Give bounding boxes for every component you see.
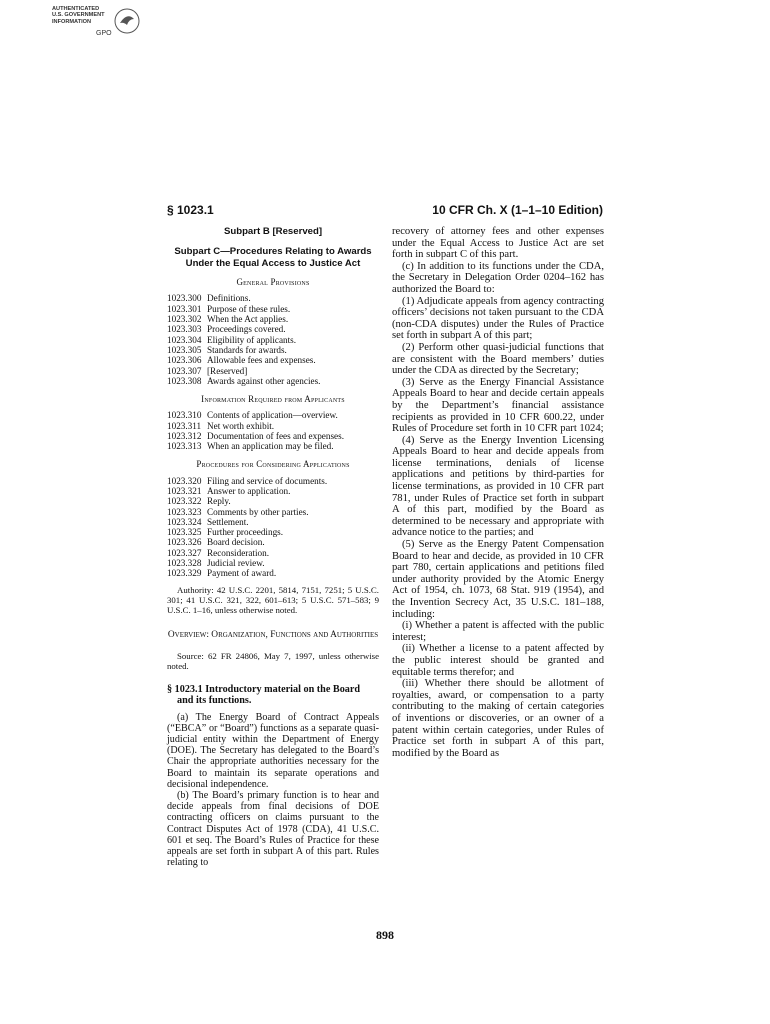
header-section: § 1023.1 xyxy=(167,203,214,217)
toc-row xyxy=(167,507,379,517)
toc-row xyxy=(167,476,379,486)
toc-title: Reconsideration. xyxy=(207,547,269,558)
toc-num: 1023.307 xyxy=(167,365,202,376)
gpo-authentication-logo xyxy=(52,6,144,46)
paragraph: (5) Serve as the Energy Patent Compensation Board to hear and decide, as provided in 10 CFR part 780, certain applications and petitions filed under authority provided by the Atomic Energy Act of 1954, ch. 1073, 68 Stat. 919 (1954), and the Invention Secrecy Act, 35 U.S.C. 181–188, including: xyxy=(392,539,604,620)
toc-title: Purpose of these rules. xyxy=(207,303,291,314)
seal-line-2: U.S. GOVERNMENT xyxy=(52,12,105,19)
paragraph: (i) Whether a patent is affected with the public interest; xyxy=(392,620,604,643)
paragraph: (c) In addition to its functions under the CDA, the Secretary in Delegation Order 0204–162 has authorized the Board to: xyxy=(392,260,604,295)
procedures-list xyxy=(167,476,379,579)
paragraph-b: (b) The Board’s primary function is to hear and decide appeals from final decisions of DOE contracting officers on claims pursuant to the Contract Disputes Act of 1978 (CDA), 41 U.S.C. 601 et seq. The Board’s Rules of Practice for these appeals are set forth in subpart A of this part. Rules relating to xyxy=(167,789,379,869)
right-column xyxy=(392,226,604,759)
toc-row xyxy=(167,486,379,496)
toc-title: [Reserved] xyxy=(207,365,248,376)
toc-title: Documentation of fees and expenses. xyxy=(207,430,345,441)
toc-row xyxy=(167,568,379,578)
information-required-heading: Information Required from Applicants xyxy=(201,394,345,405)
toc-row xyxy=(167,324,379,334)
toc-row xyxy=(167,314,379,324)
toc-row xyxy=(167,410,379,420)
overview-heading: Overview: Organization, Functions and Authorities xyxy=(167,629,379,640)
subpart-c-heading: Subpart C—Procedures Relating to Awards Under the Equal Access to Justice Act xyxy=(174,246,372,269)
toc-num: 1023.311 xyxy=(167,420,202,431)
paragraph: recovery of attorney fees and other expenses under the Equal Access to Justice Act are set forth in subpart C of this part. xyxy=(392,226,604,261)
toc-num: 1023.325 xyxy=(167,527,202,538)
toc-row xyxy=(167,335,379,345)
toc-num: 1023.329 xyxy=(167,568,202,579)
toc-title: Comments by other parties. xyxy=(207,506,309,517)
toc-title: Further proceedings. xyxy=(207,527,284,538)
toc-title: When an application may be filed. xyxy=(207,441,334,452)
toc-num: 1023.303 xyxy=(167,324,202,335)
toc-title: When the Act applies. xyxy=(207,314,289,325)
toc-row xyxy=(167,366,379,376)
toc-row xyxy=(167,431,379,441)
toc-num: 1023.304 xyxy=(167,334,202,345)
procedures-heading: Procedures for Considering Applications xyxy=(196,459,350,470)
source-note: Source: 62 FR 24806, May 7, 1997, unless otherwise noted. xyxy=(167,650,379,672)
toc-title: Judicial review. xyxy=(207,558,265,569)
toc-title: Proceedings covered. xyxy=(207,324,286,335)
toc-title: Definitions. xyxy=(207,293,251,304)
header-title: 10 CFR Ch. X (1–1–10 Edition) xyxy=(432,203,603,217)
toc-num: 1023.322 xyxy=(167,496,202,507)
toc-title: Answer to application. xyxy=(207,485,291,496)
paragraph: (3) Serve as the Energy Financial Assistance Appeals Board to hear and decide certain appeals by the Department’s financial assistance recipients as provided in 10 CFR 600.22, under Rules of Procedure set forth in 10 CFR part 1024; xyxy=(392,376,604,435)
toc-row xyxy=(167,355,379,365)
eagle-icon xyxy=(112,6,142,36)
paragraph: (4) Serve as the Energy Invention Licensing Appeals Board to hear and decide appeals from license terminations, denials of license applications and petitions by third-parties for license terminations, as provided in 10 CFR part 781, under Rules of Practice set forth in subpart A of this part, modified by the Board as determined to be necessary and appropriate with advance notice to the parties; and xyxy=(392,434,604,539)
seal-line-3: INFORMATION xyxy=(52,18,92,25)
paragraph: (iii) Whether there should be allotment of royalties, award, or compensation to a party contributing to the making of certain categories of inventions or discoveries, or an owner of a patent within certain categories, under Rules of Practice set forth in subpart A of this part, modified by the Board as xyxy=(392,678,604,759)
toc-num: 1023.324 xyxy=(167,516,202,527)
toc-row xyxy=(167,558,379,568)
toc-num: 1023.313 xyxy=(167,441,202,452)
toc-num: 1023.306 xyxy=(167,355,202,366)
toc-title: Settlement. xyxy=(207,516,249,527)
toc-num: 1023.302 xyxy=(167,314,202,325)
left-column xyxy=(167,226,379,868)
toc-num: 1023.326 xyxy=(167,537,202,548)
paragraph-a: (a) The Energy Board of Contract Appeals (“EBCA” or “Board”) functions as a separate quasi-judicial entity within the Department of Energy (DOE). The Secretary has delegated to the Board’s Chair the appropriate authorities necessary for the Board to maintain its separate operations and decisional independence. xyxy=(167,711,379,790)
toc-num: 1023.320 xyxy=(167,475,202,486)
toc-title: Net worth exhibit. xyxy=(207,420,275,431)
toc-num: 1023.308 xyxy=(167,375,202,386)
toc-title: Reply. xyxy=(207,496,231,507)
toc-row xyxy=(167,376,379,386)
toc-row xyxy=(167,496,379,506)
toc-num: 1023.321 xyxy=(167,485,202,496)
subpart-b-heading: Subpart B [Reserved] xyxy=(223,226,323,237)
running-header xyxy=(167,203,603,219)
toc-row xyxy=(167,441,379,451)
toc-row xyxy=(167,345,379,355)
toc-num: 1023.310 xyxy=(167,410,202,421)
general-provisions-heading: General Provisions xyxy=(236,277,310,288)
toc-title: Standards for awards. xyxy=(207,344,287,355)
toc-row xyxy=(167,527,379,537)
toc-num: 1023.305 xyxy=(167,344,202,355)
general-provisions-list xyxy=(167,293,379,386)
toc-row xyxy=(167,304,379,314)
toc-title: Filing and service of documents. xyxy=(207,475,328,486)
toc-row xyxy=(167,517,379,527)
toc-num: 1023.312 xyxy=(167,430,202,441)
toc-num: 1023.323 xyxy=(167,506,202,517)
toc-num: 1023.300 xyxy=(167,293,202,304)
information-required-list xyxy=(167,410,379,451)
toc-title: Board decision. xyxy=(207,537,265,548)
gpo-label: GPO xyxy=(96,30,112,37)
toc-num: 1023.301 xyxy=(167,303,202,314)
page-number: 898 xyxy=(376,928,394,942)
toc-row xyxy=(167,537,379,547)
toc-num: 1023.328 xyxy=(167,558,202,569)
authority-note: Authority: 42 U.S.C. 2201, 5814, 7151, 7251; 5 U.S.C. 301; 41 U.S.C. 321, 322, 601–613; 5 U.S.C. 571–583; 9 U.S.C. 1–16, unless otherwise noted. xyxy=(167,584,379,616)
toc-title: Allowable fees and expenses. xyxy=(207,355,316,366)
paragraph: (2) Perform other quasi-judicial functions that are consistent with the Board members’ duties under the CDA as directed by the Secretary; xyxy=(392,341,604,377)
toc-row xyxy=(167,421,379,431)
toc-title: Awards against other agencies. xyxy=(207,375,321,386)
toc-row xyxy=(167,293,379,303)
toc-title: Payment of award. xyxy=(207,568,277,579)
seal-line-1: AUTHENTICATED xyxy=(52,6,100,12)
paragraph: (1) Adjudicate appeals from agency contracting officers’ decisions not taken pursuant to the CDA (non-CDA disputes) under the Rules of Practice set forth in subpart A of this part; xyxy=(392,295,604,342)
toc-title: Eligibility of applicants. xyxy=(207,334,297,345)
toc-row xyxy=(167,548,379,558)
section-heading: § 1023.1 Introductory material on the Board and its functions. xyxy=(167,683,361,707)
toc-title: Contents of application—overview. xyxy=(207,410,338,421)
toc-num: 1023.327 xyxy=(167,547,202,558)
paragraph: (ii) Whether a license to a patent affected by the public interest should be granted and equitable terms therefor; and xyxy=(392,643,604,678)
